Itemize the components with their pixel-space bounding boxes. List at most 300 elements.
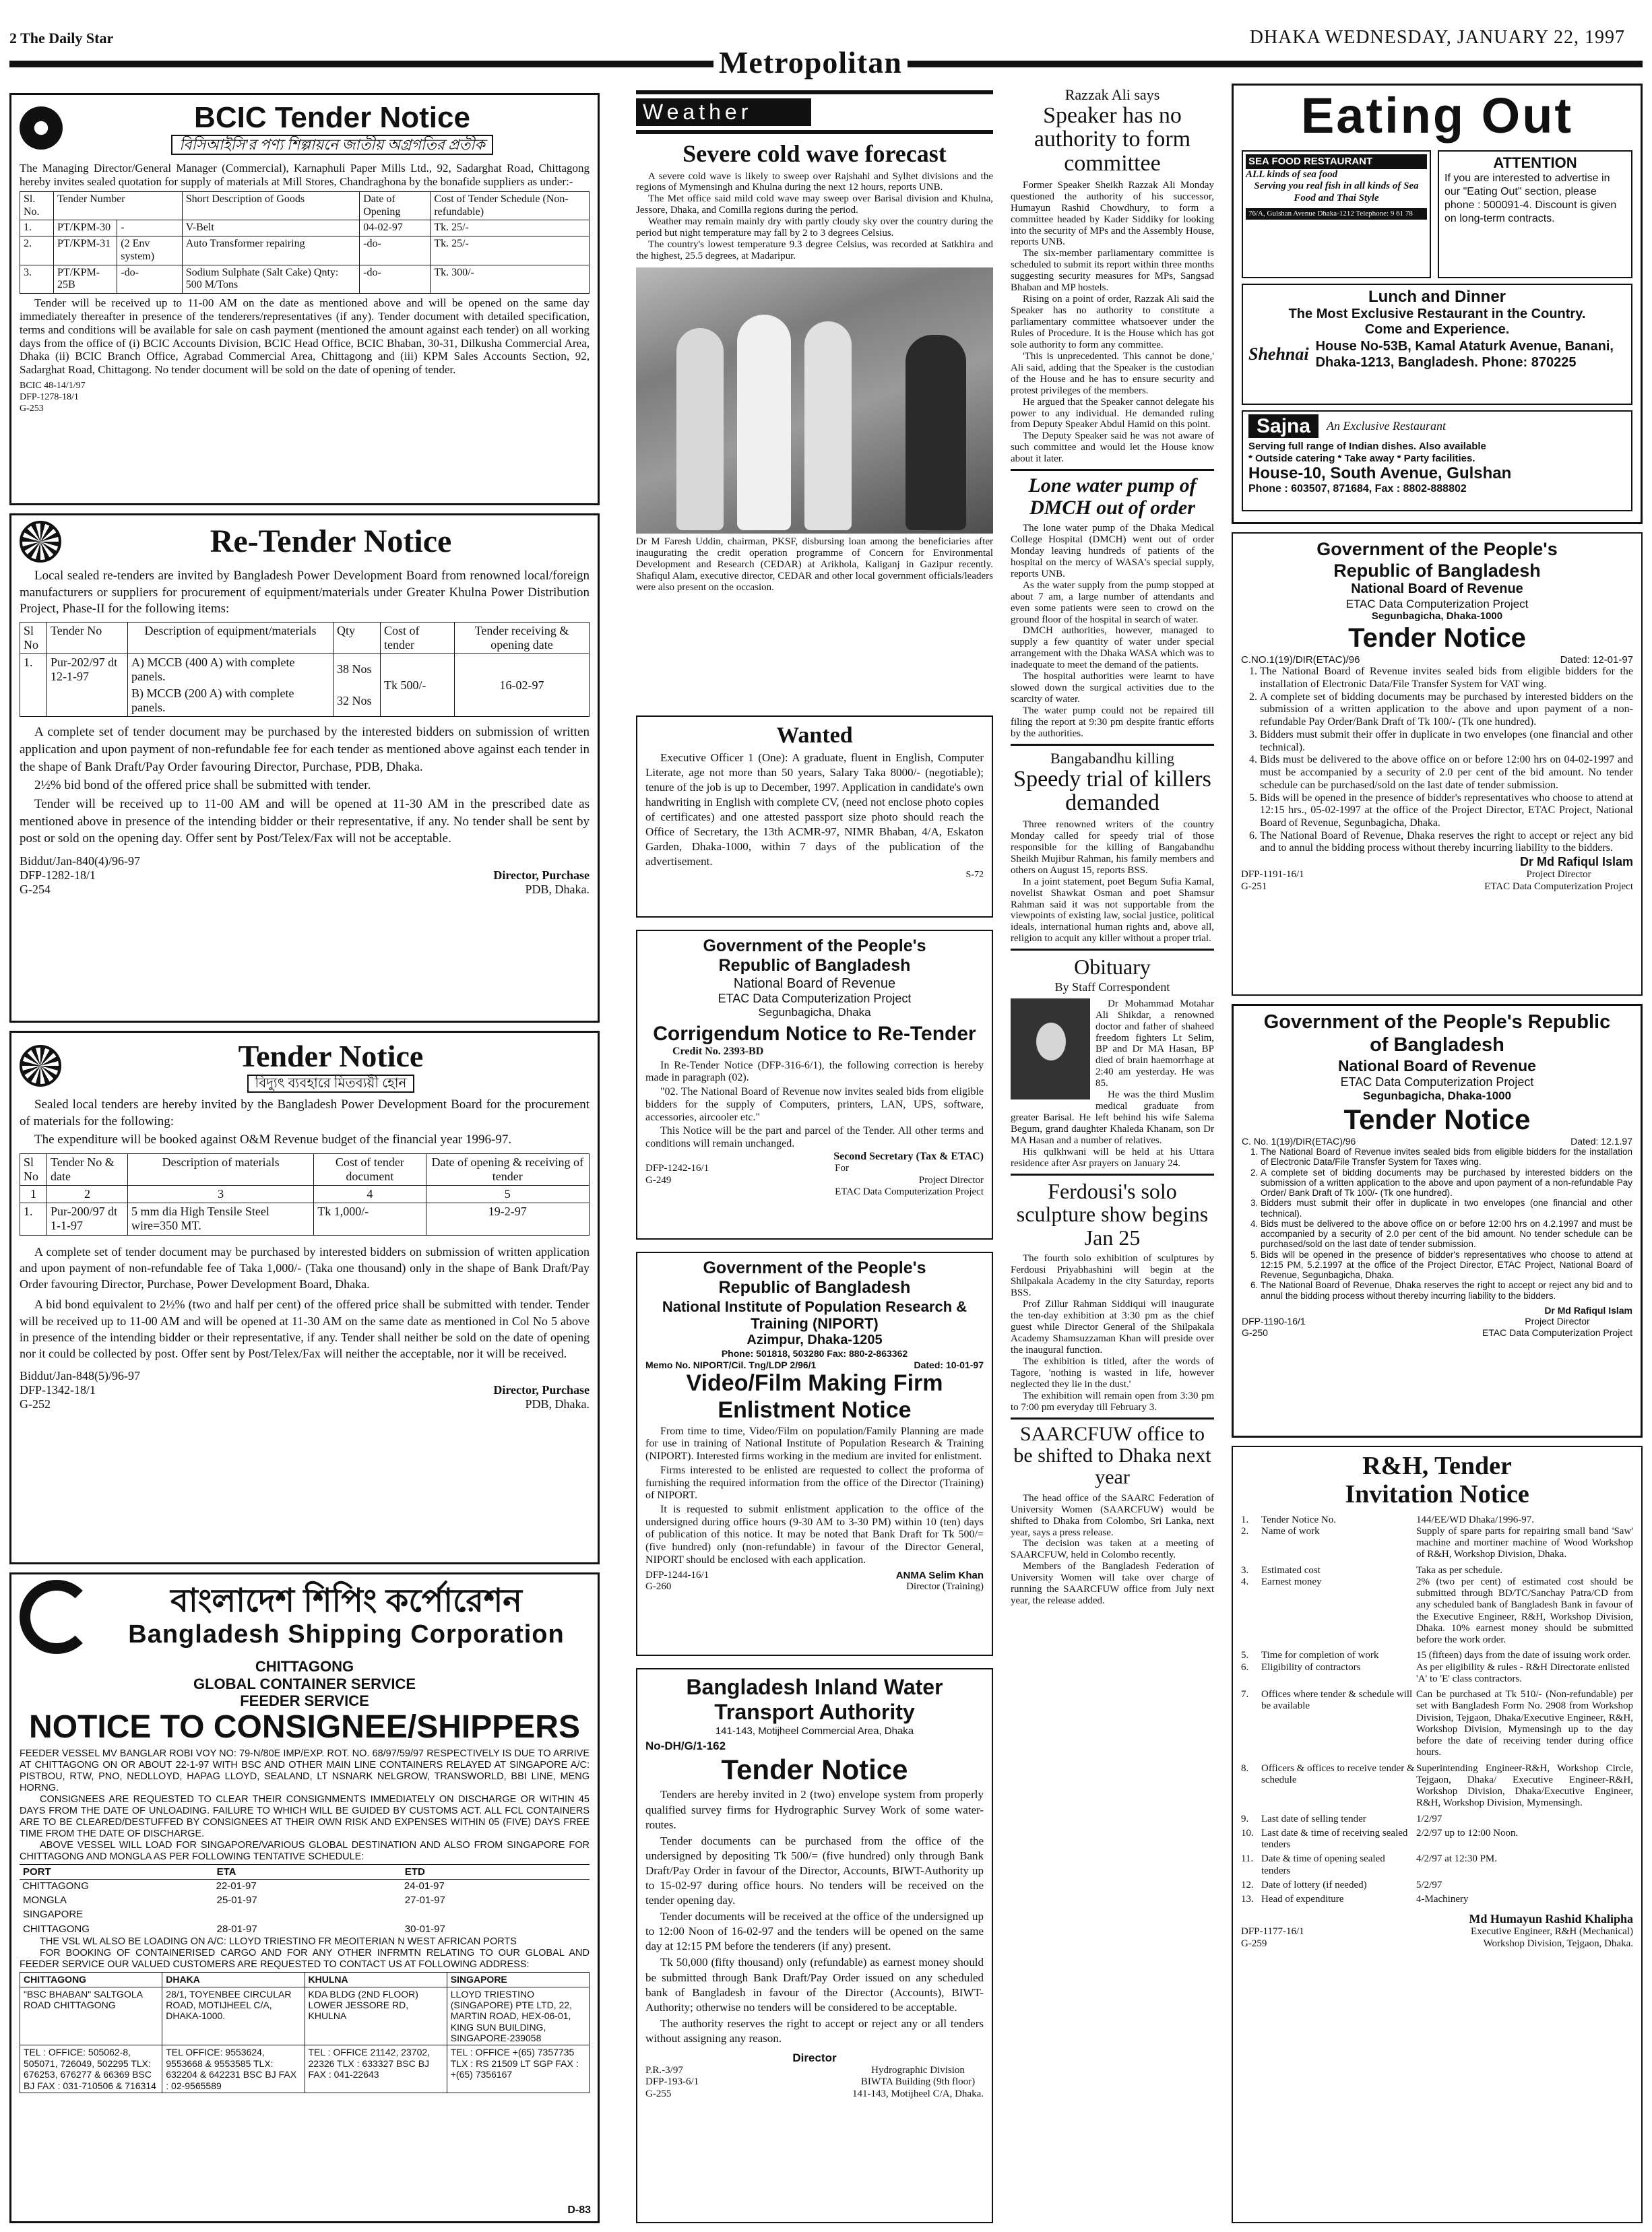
pdb-tender-ad bbox=[9, 1031, 600, 1564]
table-header-row bbox=[20, 623, 590, 654]
sajna-line: Serving full range of Indian dishes. Also available bbox=[1248, 441, 1486, 453]
bsc-body4: THE VSL WL ALSO BE LOADING ON A/C: LLOYD TRIESTINO FR MEOITERIAN N WEST AFRICAN PORTS bbox=[40, 1936, 517, 1948]
project-label: ETAC Data Computerization Project bbox=[1482, 1327, 1632, 1338]
qty-b: 32 Nos bbox=[337, 694, 372, 708]
table-header: Sl No bbox=[20, 1154, 47, 1186]
ref-line: DFP-1278-18/1 bbox=[20, 392, 79, 403]
item-b: B) MCCB (200 A) with complete panels. bbox=[131, 687, 294, 715]
table-header: Cost of Tender Schedule (Non-refundable) bbox=[431, 191, 590, 220]
tender3-p2: A bid bond equivalent to 2½% (two and half per cent) of the offered price shall be submitted with tender. Tender will be received up to 11-00 AM and will be opened at 11-30 AM on the same date as mentioned in Col No 5 above in presence of the intending bidder or their representative, if any. Tender shall neither be sold on the date of opening nor it could be collected by post. Offer sent by Post/Telex/Fax will neither the acceptable, nor it will be received. bbox=[20, 1298, 590, 1361]
biwta-no: No-DH/G/1-162 bbox=[645, 1740, 726, 1753]
ref-line: G-250 bbox=[1242, 1327, 1268, 1338]
biwta-body3: Tender documents will be received at the office of the undersigned up to 12:00 Noon of 16-02-97 and the tenders will be opened on the same day at 12:15 PM before the tenderers (if any) present. bbox=[645, 1910, 984, 1953]
detail-num: 9. bbox=[1241, 1813, 1249, 1824]
pd-label: Project Director bbox=[1525, 1316, 1590, 1327]
weather-story bbox=[636, 90, 993, 594]
list-item: 5. Bids will be opened in the presence of bidder's representatives who choose to attend at 12:15 PM, 5.2.1997 at the office of the Project Director, ETAC Project, National Board of Revenue, Segunbagicha, Dhaka. bbox=[1261, 1250, 1632, 1281]
memo-no: Memo No. NIPORT/Cil. Tng/LDP 2/96/1 bbox=[645, 1359, 817, 1370]
rh-tender-ad bbox=[1232, 1446, 1643, 2223]
detail-label: Name of work bbox=[1261, 1525, 1320, 1537]
credit-no: Credit No. 2393-BD bbox=[672, 1045, 764, 1057]
cno: C. No. 1(19)/DIR(ETAC)/96 bbox=[1242, 1135, 1356, 1147]
org-line: National Institute of Population Research & bbox=[662, 1298, 967, 1315]
bsc-title: NOTICE TO CONSIGNEE/SHIPPERS bbox=[29, 1709, 580, 1746]
exclusive-line: The Most Exclusive Restaurant in the Country. bbox=[1288, 307, 1586, 322]
retender-footer bbox=[20, 854, 590, 897]
detail-num: 2. bbox=[1241, 1525, 1249, 1537]
memo-date: Dated: 10-01-97 bbox=[914, 1359, 984, 1370]
story-headline: Speaker has no authority to form committee bbox=[1034, 102, 1191, 177]
bcic-tagline: বিসিআইসি'র পণ্য শিল্পায়নে জাতীয় অগ্রগতির প্রতীক bbox=[171, 135, 493, 155]
detail-value: 4-Machinery bbox=[1416, 1894, 1469, 1905]
table-cell: KDA BLDG (2ND FLOOR) LOWER JESSORE RD, KHULNA bbox=[305, 1987, 447, 2045]
detail-value: 15 (fifteen) days from the date of issuing work order. bbox=[1416, 1650, 1631, 1661]
corr-footer bbox=[645, 1163, 984, 1199]
dated: Dated: 12-01-97 bbox=[1560, 653, 1633, 666]
detail-value: 5/2/97 bbox=[1416, 1879, 1442, 1890]
table-header: Cost of tender bbox=[381, 623, 455, 654]
weather-headline: Severe cold wave forecast bbox=[682, 140, 947, 168]
speaker-story bbox=[1011, 86, 1214, 1607]
table-cell: Pur-202/97 dt 12-1-97 bbox=[47, 654, 128, 717]
sign-name: Dr Md Rafiqul Islam bbox=[1519, 855, 1633, 869]
ref-line: G-260 bbox=[645, 1581, 672, 1593]
biwta-ad bbox=[636, 1668, 993, 2223]
table-cell: -do- bbox=[360, 265, 431, 293]
sign-line: 141-143, Motijheel C/A, Dhaka. bbox=[852, 2088, 984, 2099]
biwta-title: Tender Notice bbox=[721, 1754, 908, 1786]
table-cell: 1 bbox=[20, 1186, 47, 1203]
table-cell: Tk. 25/- bbox=[431, 236, 590, 265]
nbr1-items bbox=[1241, 666, 1633, 855]
list-item: 1. The National Board of Revenue invites sealed bids from eligible bidders for the installation of Electronic Data/File Transfer System for Taxes wing. bbox=[1261, 1147, 1632, 1168]
table-header: SINGAPORE bbox=[447, 1973, 589, 1987]
detail-label: Estimated cost bbox=[1261, 1564, 1321, 1576]
wanted-code: S-72 bbox=[965, 869, 984, 880]
table-cell bbox=[214, 1907, 402, 1922]
ref-line: DFP-1191-16/1 bbox=[1241, 869, 1304, 881]
table-header: KHULNA bbox=[305, 1973, 447, 1987]
seafood-line: Serving you real fish in all kinds of Sea Food and Thai Style bbox=[1254, 181, 1419, 203]
photo-figure bbox=[676, 328, 724, 530]
weather-label: Weather bbox=[636, 98, 811, 126]
detail-label: Last date of selling tender bbox=[1261, 1813, 1366, 1824]
table-cell: 5 bbox=[426, 1186, 589, 1203]
ref-line: G-253 bbox=[20, 403, 44, 414]
story-paragraph: The exhibition is titled, after the words of Tagore, 'nothing is wasted in life, however neglected they lie in the dust.' bbox=[1011, 1356, 1214, 1390]
ref-line: G-252 bbox=[20, 1397, 51, 1411]
table-header-row bbox=[20, 1973, 590, 1987]
table-header: Tender No bbox=[47, 623, 128, 654]
detail-value: 4/2/97 at 12:30 PM. bbox=[1416, 1853, 1498, 1865]
speaker-body bbox=[1011, 180, 1214, 465]
ref-line: DFP-1342-18/1 bbox=[20, 1382, 96, 1397]
org-line: ETAC Data Computerization Project bbox=[718, 991, 912, 1005]
table-row bbox=[20, 1922, 590, 1937]
story-paragraph: He argued that the Speaker cannot delegate his power to any individual. He demanded ruling from Deputy Speaker Abdul Hamid on this point. bbox=[1011, 396, 1214, 431]
ref-line: P.R.-3/97 bbox=[645, 2064, 683, 2076]
org-line: Segunbagicha, Dhaka-1000 bbox=[1362, 1089, 1512, 1102]
table-cell: PT/KPM-31 bbox=[54, 236, 117, 265]
detail-label: Date of lottery (if needed) bbox=[1261, 1879, 1367, 1890]
ref-line: DFP-1177-16/1 bbox=[1241, 1926, 1304, 1938]
bcic-intro: The Managing Director/General Manager (Commercial), Karnaphuli Paper Mills Ltd., 92, Sadarghat Road, Chittagong hereby invites sealed quotation for supply of materials at Mill Stores, Chandraghona by the bonafide suppliers as under:- bbox=[20, 162, 590, 189]
table-cell: MONGLA bbox=[23, 1894, 67, 1906]
table-cell: 25-01-97 bbox=[216, 1894, 257, 1906]
ref-line: BCIC 48-14/1/97 bbox=[20, 381, 86, 391]
eating-out-ad bbox=[1232, 84, 1643, 524]
story-divider bbox=[1011, 1417, 1214, 1420]
biwta-body5: The authority reserves the right to accept or reject any or all tenders without assigning any reason. bbox=[645, 2016, 984, 2045]
table-cell: Tk. 25/- bbox=[431, 220, 590, 236]
niport-ad bbox=[636, 1252, 993, 1656]
story-paragraph: The decision was taken at a meeting of SAARCFUW, held in Colombo recently. bbox=[1011, 1538, 1214, 1561]
list-item: 3. Bidders must submit their offer in duplicate in two envelopes (one financial and other technical). bbox=[1261, 1198, 1632, 1219]
story-paragraph: A severe cold wave is likely to sweep over Rajshahi and Sylhet divisions and the regions of Mymensingh and Khulna during the next 12 hours, reports UNB. bbox=[636, 170, 993, 193]
bsc-sub3: FEEDER SERVICE bbox=[240, 1692, 369, 1710]
retender-title: Re-Tender Notice bbox=[210, 523, 452, 559]
niport-body2: Firms interested to be enlisted are requested to collect the proforma of furnishing the required information from the office of the Director (Training) of NIPORT. bbox=[645, 1464, 984, 1502]
story-paragraph: The country's lowest temperature 9.3 degree Celsius, was recorded at Satkhira and the highest, 25.5 degrees, at Madaripur. bbox=[636, 239, 993, 262]
detail-row bbox=[1241, 1828, 1633, 1851]
bsc-sub1: CHITTAGONG bbox=[255, 1658, 354, 1675]
sign-line: Hydrographic Division bbox=[871, 2064, 965, 2076]
attention-body: If you are interested to advertise in our "Eating Out" section, please phone : 500091-4. Discount is given on long-term contracts. bbox=[1444, 172, 1617, 224]
story-headline: Obituary bbox=[1074, 955, 1151, 980]
rh-details bbox=[1241, 1514, 1633, 1906]
ref-line: Biddut/Jan-848(5)/96-97 bbox=[20, 1368, 140, 1382]
detail-row bbox=[1241, 1814, 1633, 1825]
photo-caption: Dr M Faresh Uddin, chairman, PKSF, disbursing loan among the beneficiaries after inaugurating the credit operation programme of Concern for Environmental Development and Research (CEDAR) at Arikhola, Kaliganj in Gazipur recently. Shafiqul Alam, executive director, CEDAR and other local government officials/leaders were also present on the occasion. bbox=[636, 536, 993, 593]
table-header: Qty bbox=[333, 623, 381, 654]
story-kicker: Bangabandhu killing bbox=[1050, 749, 1174, 767]
table-header: Tender receiving & opening date bbox=[455, 623, 590, 654]
section-band bbox=[9, 47, 1643, 78]
detail-num: 10. bbox=[1241, 1827, 1254, 1839]
table-row bbox=[20, 1203, 590, 1235]
org-line: National Board of Revenue bbox=[1338, 1056, 1536, 1075]
wanted-title: Wanted bbox=[776, 723, 853, 748]
detail-label: Officers & offices to receive tender & schedule bbox=[1261, 1762, 1415, 1785]
org-line: National Board of Revenue bbox=[1351, 581, 1523, 597]
table-cell: 30-01-97 bbox=[404, 1923, 445, 1935]
weather-body bbox=[636, 171, 993, 263]
pd-label: Project Director bbox=[1526, 869, 1591, 881]
photo-figure bbox=[804, 321, 852, 530]
table-cell: 24-01-97 bbox=[404, 1880, 445, 1892]
detail-num: 5. bbox=[1241, 1650, 1249, 1661]
ref-line: DFP-1242-16/1 bbox=[645, 1163, 709, 1174]
gov-line: Republic of Bangladesh bbox=[1333, 560, 1541, 581]
photo-figure bbox=[737, 315, 791, 530]
sajna-line: House-10, South Avenue, Gulshan bbox=[1248, 464, 1512, 483]
table-cell: -do- bbox=[117, 265, 182, 293]
bsc-code: D-83 bbox=[567, 2204, 591, 2217]
table-cell: SINGAPORE bbox=[23, 1909, 84, 1921]
retender-ad bbox=[9, 513, 600, 1023]
table-cell: 22-01-97 bbox=[216, 1880, 257, 1892]
story-paragraph: The hospital authorities were learnt to have slowed down the surgical activities due to the scarcity of water. bbox=[1011, 671, 1214, 705]
story-paragraph: Former Speaker Sheikh Razzak Ali Monday questioned the authority of his successor, Humayun Rashid Chowdhury, to form a committee headed by Kader Siddiky for looking into the security of MPs and the Assembly House, reports UNB. bbox=[1011, 179, 1214, 248]
bsc-bangla-name: বাংলাদেশ শিপিং কর্পোরেশন bbox=[170, 1583, 522, 1620]
detail-num: 13. bbox=[1241, 1894, 1254, 1905]
table-cell: 16-02-97 bbox=[455, 654, 590, 717]
ref-line: G-255 bbox=[645, 2088, 672, 2099]
story-paragraph: Members of the Bangladesh Federation of University Women will take over charge of running the SAARCFUW office from July next year, the release added. bbox=[1011, 1561, 1214, 1607]
bsc-body5: FOR BOOKING OF CONTAINERISED CARGO AND FOR ANY OTHER INFRMTN RELATING TO OUR GLOBAL AND FEEDER SERVICE OUR VALUED CUSTOMERS ARE REQUESTED TO CONTACT US AT FOLLOWING ADDRESS: bbox=[20, 1948, 590, 1971]
detail-num: 12. bbox=[1241, 1879, 1254, 1890]
table-cell: 2. bbox=[20, 236, 54, 265]
table-cell: Sodium Sulphate (Salt Cake) Qnty: 500 M/Tons bbox=[182, 265, 360, 293]
table-header: Tender Number bbox=[54, 191, 183, 220]
bcic-table bbox=[20, 191, 590, 294]
retender-p3: Tender will be received up to 11-00 AM and will be opened at 11-30 AM in the prescribed date as mentioned above in presence of the intending bidder or their representative, if any. No tender shall be sent by post or sold on the opening day. Offer sent by Post/Telex/Fax will not be acceptable. bbox=[20, 796, 590, 846]
table-cell: 28/1, TOYENBEE CIRCULAR ROAD, MOTIJHEEL C/A, DHAKA-1000. bbox=[162, 1987, 305, 2045]
retender-intro: Local sealed re-tenders are invited by Bangladesh Power Development Board from renowned local/foreign manufacturers or suppliers for procurement of equipment/materials under Greater Khulna Power Distribution Project, Phase-II for the following items: bbox=[20, 569, 590, 616]
table-cell: 27-01-97 bbox=[404, 1894, 445, 1906]
niport-footer bbox=[645, 1570, 984, 1593]
detail-value: 2% (two per cent) of estimated cost should be submitted through BD/TC/Sanchay Patra/CD from any scheduled bank of Bangladesh Bank in favour of the Executive Engineer, R&H, Workshop Division, Dhaka. 10% earnest money should be submitted before the work order. bbox=[1416, 1576, 1633, 1646]
table-number-row bbox=[20, 1186, 590, 1203]
seafood-name: SEA FOOD RESTAURANT bbox=[1246, 154, 1427, 169]
detail-num: 6. bbox=[1241, 1661, 1249, 1673]
gov-line: Government of the People's bbox=[1316, 539, 1558, 559]
table-cell: Pur-200/97 dt 1-1-97 bbox=[47, 1203, 128, 1235]
niport-body3: It is requested to submit enlistment application to the office of the undersigned during office hours (9-30 AM to 3-30 PM) within 10 (ten) days of publication of this notice. It may be noted that Bank Draft for Tk 500/= (five hundred) only (non-refundable) in favour of the Director General, NIPORT should be enclosed with each application. bbox=[645, 1503, 984, 1566]
detail-value: 144/EE/WD Dhaka/1996-97. bbox=[1416, 1514, 1534, 1525]
detail-label: Offices where tender & schedule will be available bbox=[1261, 1689, 1413, 1712]
story-paragraph: The six-member parliamentary committee is scheduled to submit its report within three months suggesting security measures for MPs, Sangsad Bhaban and MP hostels. bbox=[1011, 248, 1214, 294]
detail-value: Superintending Engineer-R&H, Workshop Circle, Tejgaon, Dhaka/ Executive Engineer-R&H, Workshop Division, Dhaka/Executive Engineer, R&H, Workshop Division, Mymensingh. bbox=[1416, 1762, 1633, 1809]
seafood-address: 76/A, Gulshan Avenue Dhaka-1212 Telephone: 9 61 78 bbox=[1246, 208, 1427, 220]
sajna-logo: Sajna bbox=[1248, 414, 1319, 438]
bcic-title: BCIC Tender Notice bbox=[194, 101, 470, 134]
table-cell: - bbox=[117, 220, 182, 236]
story-paragraph: Prof Zillur Rahman Siddiqui will inaugurate the ten-day exhibition at 3:30 pm as the chief guest while Director General of the Shilpakala Academy Shamsuzzaman Khan will preside over the inaugural function. bbox=[1011, 1299, 1214, 1356]
photo-figure bbox=[906, 335, 966, 530]
project-label: ETAC Data Computerization Project bbox=[1484, 881, 1633, 892]
corr-body: In Re-Tender Notice (DFP-316-6/1), the following correction is hereby made in paragraph (02). bbox=[645, 1059, 984, 1084]
story-paragraph: The exhibition will remain open from 3:30 pm to 7:00 pm everyday till February 3. bbox=[1011, 1390, 1214, 1413]
gov-line: Republic of Bangladesh bbox=[718, 1278, 911, 1298]
story-paragraph: In a joint statement, poet Begum Sufia Kamal, novelist Shawkat Osman and poet Shamsur Rahman said it was not supportable from the viewpoints of existing law, social justice, political ideals, international human rights and, above all, religion to acquit any killer without a proper trial. bbox=[1011, 876, 1214, 945]
story-kicker: Razzak Ali says bbox=[1065, 86, 1160, 103]
list-item: 5. Bids will be opened in the presence of bidder's representatives who choose to attend at 12:15 hrs., 05-02-1997 at the office of the Project Director, ETAC Project, National Board of Revenue, Segunbagicha, Dhaka. bbox=[1260, 792, 1633, 830]
nbr-tender-ad-1 bbox=[1232, 532, 1643, 996]
ref-line: G-259 bbox=[1241, 1938, 1267, 1949]
story-paragraph: 'This is unprecedented. This cannot be done,' Ali said, adding that the Speaker is the custodian of the House and he has to ensure security and protest privileges of the members. bbox=[1011, 350, 1214, 396]
for-label: For bbox=[835, 1163, 850, 1174]
detail-label: Last date & time of receiving sealed tenders bbox=[1261, 1827, 1408, 1851]
table-row bbox=[20, 265, 590, 293]
ref-line: G-254 bbox=[20, 882, 51, 896]
bsc-schedule bbox=[20, 1864, 590, 1937]
bsc-body2: CONSIGNEES ARE REQUESTED TO CLEAR THEIR CONSIGNMENTS IMMEDIATELY ON DISCHARGE OR WITHIN 45 DAYS FROM THE DATE OF UNLOADING. FAILURE TO WHICH WILL BE GUIDED BY CUSTOMS ACT. ALL FCL CONTAINERS ARE TO BE CLEARED/DESTUFFED BY CONSIGNEES AT THEIR OWN RISK AND EXPENSES WITHIN 05 (FIVE) DAYS FREE TIME FROM THE DATE OF DISCHARGE. bbox=[20, 1793, 590, 1839]
story-byline: By Staff Correspondent bbox=[1054, 980, 1170, 994]
detail-num: 7. bbox=[1241, 1689, 1249, 1700]
list-item: 3. Bidders must submit their offer in duplicate in two envelopes (one financial and other technical). bbox=[1260, 729, 1633, 754]
tender3-tagline: বিদ্যুৎ ব্যবহারে মিতব্যয়ী হোন bbox=[247, 1075, 415, 1093]
detail-label: Eligibility of contractors bbox=[1261, 1661, 1361, 1673]
obit-photo bbox=[1011, 998, 1090, 1099]
table-header: Sl. No. bbox=[20, 191, 54, 220]
list-item: 2. A complete set of bidding documents may be purchased by interested bidders on the submission of a written application to the above and upon payment of a non-refundable Pay Order/ Bank Draft of Tk 100/- (Tk one hundred). bbox=[1261, 1168, 1632, 1199]
biwta-address: 141-143, Motijheel Commercial Area, Dhaka bbox=[715, 1725, 914, 1737]
nbr1-footer bbox=[1241, 869, 1633, 893]
table-cell: PT/KPM-25B bbox=[54, 265, 117, 293]
sajna-line: Phone : 603507, 871684, Fax : 8802-888802 bbox=[1248, 483, 1467, 495]
sign-name: Md Humayun Rashid Khalipha bbox=[1469, 1912, 1633, 1926]
nbr1-ref-row bbox=[1241, 654, 1633, 666]
table-cell: Tk 1,000/- bbox=[314, 1203, 426, 1235]
tender3-table bbox=[20, 1153, 590, 1235]
table-cell: 1. bbox=[20, 654, 47, 717]
detail-label: Date & time of opening sealed tenders bbox=[1261, 1853, 1385, 1876]
story-divider bbox=[1011, 744, 1214, 746]
shehnai-ad bbox=[1242, 284, 1632, 405]
tender3-intro1: Sealed local tenders are hereby invited by the Bangladesh Power Development Board for the procurement of materials for the following: bbox=[20, 1097, 590, 1128]
project-label: ETAC Data Computerization Project bbox=[835, 1186, 984, 1198]
table-row bbox=[20, 1893, 590, 1908]
story-paragraph: Rising on a point of order, Razzak Ali said the Speaker has no authority to constitute a parliamentary committee whatsoever under the Rules of Procedure. It is the House which has got sole authority to form any committee. bbox=[1011, 294, 1214, 350]
table-header-row bbox=[20, 191, 590, 220]
phone-line: Phone: 501818, 503280 Fax: 880-2-863362 bbox=[721, 1348, 908, 1360]
story-headline: Lone water pump of DMCH out of order bbox=[1028, 474, 1197, 519]
detail-value: 2/2/97 up to 12:00 Noon. bbox=[1416, 1827, 1519, 1839]
nbr2-items bbox=[1242, 1147, 1632, 1301]
table-cell: 2 bbox=[47, 1186, 128, 1203]
org-line: Segunbagicha, Dhaka-1000 bbox=[1371, 610, 1503, 623]
table-cell: 3. bbox=[20, 265, 54, 293]
nbr-tender-ad-2 bbox=[1232, 1004, 1643, 1438]
story-paragraph: Dr Mohammad Motahar Ali Shikdar, a renowned doctor and father of shaheed freedom fighters Lt Selim, BP and Dr MA Hasan, BP died of brain haemorrhage at 2:40 am yesterday. He was 85. bbox=[1095, 998, 1214, 1089]
list-item: 6. The National Board of Revenue, Dhaka reserves the right to accept or reject any bid and to annul the bidding process without thereby incurring liability to the bidders. bbox=[1261, 1280, 1632, 1301]
attention-title: ATTENTION bbox=[1493, 154, 1577, 171]
rh-title1: R&H, Tender bbox=[1362, 1452, 1512, 1480]
wanted-body: Executive Officer 1 (One): A graduate, fluent in English, Computer Literate, age not more than 50 years, Salary Taka 8000/- (negotiable); tenure of the job is up to December, 1997. Application in candidate's own handwriting in English with complete CV, (need not enclose photo copies of certificates) and one attested passport size photo should reach the Office of Secretary, the 13th ACMR-97, NIMR Bhaban, 4/A, Eskaton Garden, Dhaka-1000, within 7 days of the publication of the advertisement. bbox=[645, 751, 984, 868]
ref-line: DFP-1190-16/1 bbox=[1242, 1316, 1306, 1327]
shehnai-address: House No-53B, Kamal Ataturk Avenue, Banani, Dhaka-1213, Bangladesh. Phone: 870225 bbox=[1315, 338, 1614, 370]
sign-office: PDB, Dhaka. bbox=[525, 1397, 590, 1411]
bcic-body: Tender will be received up to 11-00 AM on the date as mentioned above and will be opened on the same day immediately thereafter in presence of the tenderers/representatives (if any). Tender document with detailed specification, terms and conditions will be available for sale on cash payment (mentioned the amount against each tender) on all working days from the office of (i) BCIC Accounts Division, BCIC Head Office, BCIC Bhaban, 30-31, Dilkusha Commercial Area, Dhaka (ii) BCIC Branch Office, Agrabad Commercial Area, Chittagong and (iii) KPM Sales Accounts Section, 92, Sadarghat Road, Chittagong. No tender document will be sold on the date of opening of tender. bbox=[20, 296, 590, 377]
detail-row bbox=[1241, 1576, 1633, 1647]
item-a: A) MCCB (400 A) with complete panels. bbox=[131, 656, 295, 684]
list-item: 4. Bids must be delivered to the above office on or before 12:00 hrs on 04-02-1997 and must be accompanied by a security of 2.0 per cent of the bid amount. No tender schedule can be purchased/sold on the last date of tender submission. bbox=[1260, 754, 1633, 792]
tender3-p1: A complete set of tender document may be purchased by interested bidders on submission of written application and upon payment of non-refundable fee of Taka 1,000/- (Taka one thousand) only in the shape of Bank Draft/Pay Order favouring Director, Purchase, Power Development Board, Dhaka. bbox=[20, 1244, 590, 1292]
story-paragraph: The Deputy Speaker said he was not aware of such committee and would let the House know about it later. bbox=[1011, 431, 1214, 465]
pump-body bbox=[1011, 523, 1214, 740]
story-headline: Speedy trial of killers demanded bbox=[1013, 766, 1211, 816]
corr-body3: This Notice will be the part and parcel of the Tender. All other terms and conditions will remain unchanged. bbox=[645, 1125, 984, 1149]
cno: C.NO.1(19)/DIR(ETAC)/96 bbox=[1241, 653, 1360, 666]
nbr2-ref-row bbox=[1242, 1136, 1632, 1147]
table-cell: -do- bbox=[360, 236, 431, 265]
sign-title: Director (Training) bbox=[906, 1581, 984, 1593]
gov-line: Government of the People's Republic bbox=[1263, 1011, 1611, 1033]
biwta-footer bbox=[645, 2065, 984, 2101]
detail-value: As per eligibility & rules - R&H Directorate enlisted 'A' to 'E' class contractors. bbox=[1416, 1661, 1630, 1684]
story-headline: Ferdousi's solo sculpture show begins Jan 25 bbox=[1016, 1178, 1209, 1250]
detail-row bbox=[1241, 1662, 1633, 1686]
table-header: DHAKA bbox=[162, 1973, 305, 1987]
corr-body2: "02. The National Board of Revenue now invites sealed bids from eligible bidders for the supply of Computers, printers, LAN, UPS, software, accessories, aircooler etc." bbox=[645, 1086, 984, 1123]
table-cell: "BSC BHABAN" SALTGOLA ROAD CHITTAGONG bbox=[20, 1987, 162, 2045]
table-header: Cost of tender document bbox=[314, 1154, 426, 1186]
story-divider bbox=[1011, 1174, 1214, 1176]
sign-title: Director, Purchase bbox=[493, 868, 590, 882]
nbr1-title: Tender Notice bbox=[1348, 623, 1526, 653]
bcic-tender-ad bbox=[9, 93, 600, 505]
tender3-title: Tender Notice bbox=[238, 1039, 424, 1073]
detail-value: Supply of spare parts for repairing small band 'Saw' machine and mortiner machine of Wood Workshop of R&H, Workshop Division, Dhaka. bbox=[1416, 1525, 1633, 1560]
sajna-line: * Outside catering * Take away * Party facilities. bbox=[1248, 452, 1475, 464]
niport-title2: Enlistment Notice bbox=[718, 1397, 912, 1423]
list-item: 6. The National Board of Revenue, Dhaka reserves the right to accept or reject any bid and to annul the bidding process without thereby incurring liability to the bidders. bbox=[1260, 830, 1633, 855]
killing-body bbox=[1011, 819, 1214, 945]
table-cell: 4 bbox=[314, 1186, 426, 1203]
table-header: Tender No & date bbox=[47, 1154, 128, 1186]
org-line: Azimpur, Dhaka-1205 bbox=[746, 1332, 883, 1347]
list-item: 1. The National Board of Revenue invites sealed bids from eligible bidders for the installation of Electronic Data/File Transfer System for VAT wing. bbox=[1260, 666, 1633, 691]
come-line: Come and Experience. bbox=[1364, 322, 1510, 338]
detail-label: Time for completion of work bbox=[1261, 1650, 1379, 1661]
table-cell: (2 Env system) bbox=[117, 236, 182, 265]
table-header: ETA bbox=[216, 1866, 236, 1878]
ref-line: Biddut/Jan-840(4)/96-97 bbox=[20, 854, 140, 868]
table-cell: 04-02-97 bbox=[360, 220, 431, 236]
pdb-logo-icon bbox=[20, 521, 61, 563]
detail-row bbox=[1241, 1689, 1633, 1759]
bsc-body3: ABOVE VESSEL WILL LOAD FOR SINGAPORE/VARIOUS GLOBAL DESTINATION AND ALSO FROM SINGAPORE FOR CHITTAGONG AND MONGLA AS PER FOLLOWING TENTATIVE SCHEDULE: bbox=[20, 1839, 590, 1862]
table-header: CHITTAGONG bbox=[20, 1973, 162, 1987]
memo-row bbox=[645, 1360, 984, 1370]
corrigendum-title: Corrigendum Notice to Re-Tender bbox=[653, 1022, 976, 1045]
detail-num: 8. bbox=[1241, 1762, 1249, 1774]
detail-value: Taka as per schedule. bbox=[1416, 1564, 1503, 1576]
wanted-ad bbox=[636, 715, 993, 918]
tender3-intro2: The expenditure will be booked against O&M Revenue budget of the financial year 1996-97. bbox=[34, 1132, 512, 1147]
table-cell: 3 bbox=[128, 1186, 314, 1203]
list-item: 4. Bids must be delivered to the above office on or before 12:00 hrs on 4.2.1997 and must be accompanied by a security of 2.0 per cent of the bid amount. No tender schedule can be purchased/sold on the last date of tender submission. bbox=[1261, 1219, 1632, 1250]
list-item: 2. A complete set of bidding documents may be purchased by interested bidders on the submission of a written application to the above and upon payment of a non-refundable Pay Order/Bank Draft of Tk 100/- (Tk one hundred). bbox=[1260, 691, 1633, 729]
lunch-line: Lunch and Dinner bbox=[1368, 288, 1506, 306]
detail-label: Head of expenditure bbox=[1261, 1894, 1344, 1905]
shehnai-logo: Shehnai bbox=[1248, 344, 1309, 364]
biwta-sign: Director bbox=[792, 2051, 837, 2065]
seafood-line: ALL kinds of sea food bbox=[1246, 168, 1338, 180]
news-photo bbox=[636, 267, 993, 534]
bcic-refs bbox=[20, 381, 590, 414]
ferdousi-body bbox=[1011, 1253, 1214, 1413]
table-row bbox=[20, 1880, 590, 1893]
dated: Dated: 12.1.97 bbox=[1570, 1135, 1632, 1147]
pdb-logo-icon bbox=[20, 1045, 61, 1087]
org-line: ETAC Data Computerization Project bbox=[1345, 597, 1529, 610]
bcic-logo-icon bbox=[20, 106, 63, 150]
saarc-body bbox=[1011, 1493, 1214, 1607]
detail-row bbox=[1241, 1894, 1633, 1905]
sign-office: PDB, Dhaka. bbox=[525, 882, 590, 896]
table-header: Description of materials bbox=[128, 1154, 314, 1186]
retender-p1: A complete set of tender document may be purchased by the interested bidders on submission of written application and upon payment of non-refundable fee for each tender as mentioned above against each tender in the shape of Bank Draft/Pay Order favouring Director, Purchase, PDB, Dhaka. bbox=[20, 725, 590, 774]
table-cell: Auto Transformer repairing bbox=[182, 236, 360, 265]
table-row bbox=[20, 1987, 590, 2045]
story-divider bbox=[1011, 949, 1214, 951]
table-cell bbox=[333, 654, 381, 717]
section-title: Metropolitan bbox=[713, 47, 908, 78]
table-row bbox=[20, 236, 590, 265]
sign-name: Dr Md Rafiqul Islam bbox=[1544, 1304, 1632, 1316]
